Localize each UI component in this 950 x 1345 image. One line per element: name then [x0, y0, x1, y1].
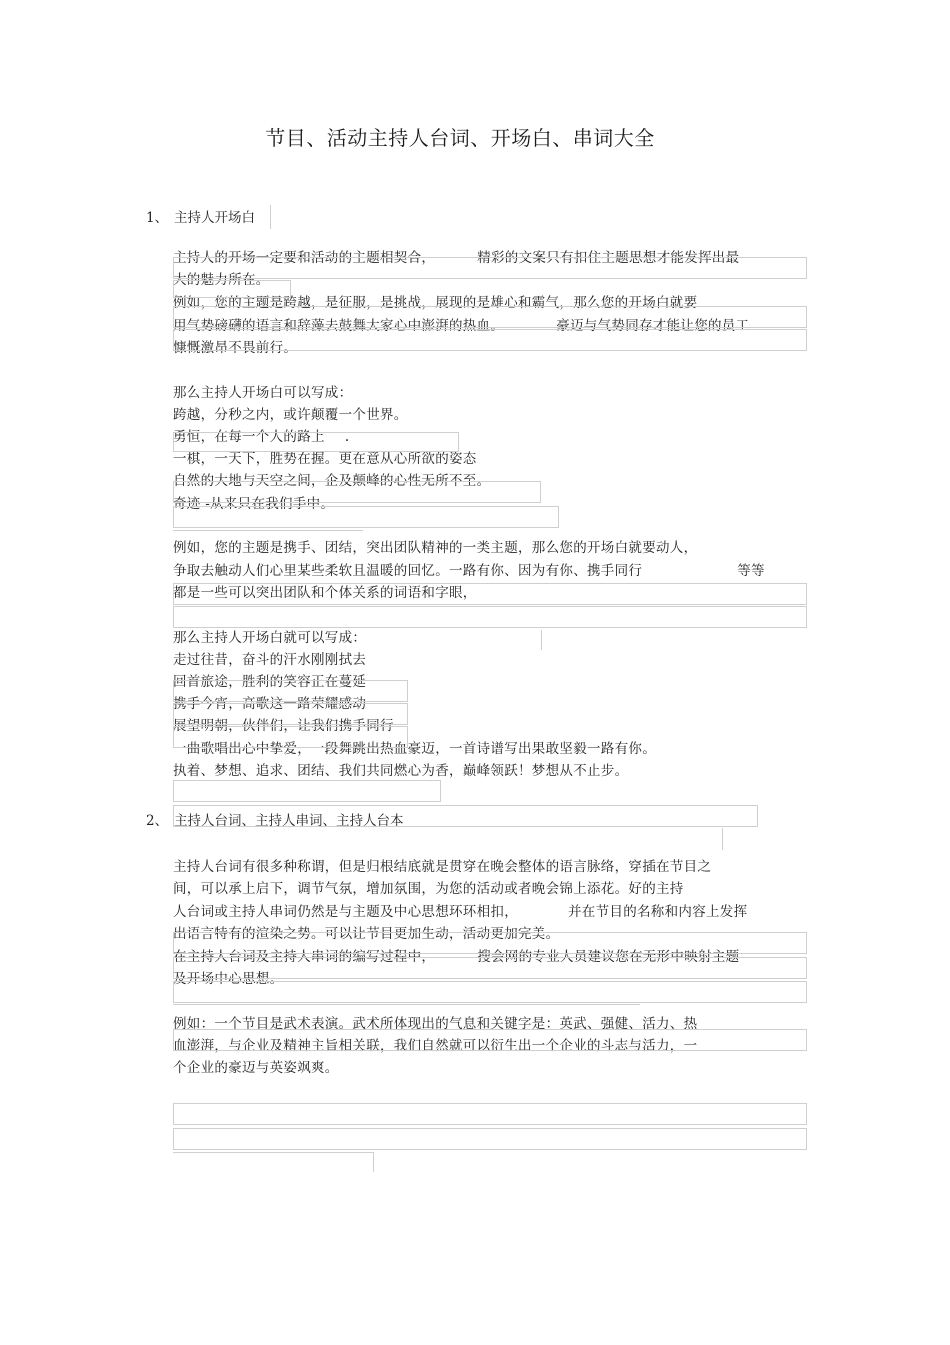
paragraph-line: 展望明朝，伙伴们，让我们携手同行 — [173, 718, 394, 734]
artifact-line — [541, 630, 542, 650]
section-number: 2、 — [146, 813, 169, 829]
paragraph-line: 例如：一个节目是武术表演。武术所体现出的气息和关键字是：英武、强健、活力、热 — [173, 1016, 698, 1032]
paragraph-line: 人台词或主持人串词仍然是与主题及中心思想环环相扣， 并在节目的名称和内容上发挥 — [173, 904, 748, 920]
paragraph-line: 奇迹 -从来只在我们手中。 — [173, 496, 335, 512]
paragraph-line: 主持人台词有很多种称谓，但是归根结底就是贯穿在晚会整体的语言脉络，穿插在节目之 — [173, 859, 712, 875]
paragraph-line: 用气势磅礴的语言和辞藻去鼓舞大家心中澎湃的热血。 豪迈与气势同存才能让您的员工 — [173, 318, 750, 334]
paragraph-line: 出语言特有的渲染之势。可以让节目更加生动，活动更加完美。 — [173, 926, 560, 942]
paragraph-line: 例如，您的主题是携手、团结，突出团队精神的一类主题，那么您的开场白就要动人， — [173, 540, 698, 556]
paragraph-line: 个企业的豪迈与英姿飒爽。 — [173, 1060, 339, 1076]
artifact-line — [173, 1152, 373, 1153]
artifact-frame — [173, 1103, 807, 1125]
paragraph-line: 自然的大地与天空之间，企及颠峰的心性无所不至。 — [173, 473, 491, 489]
artifact-line — [270, 205, 271, 229]
paragraph-line: 那么主持人开场白可以写成： — [173, 385, 353, 401]
paragraph-line: 勇恒，在每一个人的路上 . — [173, 429, 350, 445]
artifact-frame — [173, 780, 441, 802]
paragraph-line: 一曲歌唱出心中挚爱，一段舞跳出热血豪迈，一首诗谱写出果敢坚毅一路有你。 — [173, 741, 656, 757]
paragraph-line: 大的魅力所在。 — [173, 272, 270, 288]
paragraph-line: 执着、梦想、追求、团结、我们共同燃心为香，巅峰领跃！梦想从不止步。 — [173, 763, 629, 779]
section-number: 1、 — [146, 210, 169, 226]
paragraph-line: 都是一些可以突出团队和个体关系的词语和字眼， — [173, 585, 477, 601]
artifact-frame — [173, 606, 807, 628]
paragraph-line: 争取去触动人们心里某些柔软且温暖的回忆。一路有你、因为有你、携手同行 等等 — [173, 563, 765, 579]
paragraph-line: 回首旅途，胜利的笑容正在蔓延 — [173, 674, 367, 690]
paragraph-line: 一棋，一天下，胜势在握。更在意从心所欲的姿态 — [173, 451, 477, 467]
artifact-line — [173, 1004, 640, 1005]
artifact-line — [722, 828, 723, 850]
paragraph-line: 及开场中心思想。 — [173, 971, 284, 987]
paragraph-line: 主持人的开场一定要和活动的主题相契合， 精彩的文案只有扣住主题思想才能发挥出最 — [173, 250, 740, 266]
artifact-line — [173, 530, 363, 531]
page-title: 节目、活动主持人台词、开场白、串词大全 — [265, 126, 655, 150]
artifact-line — [373, 1152, 374, 1172]
section-2-heading — [146, 809, 404, 829]
paragraph-line: 携手今宵，高歌这一路荣耀感动 — [173, 696, 367, 712]
paragraph-line: 跨越，分秒之内，或许颠覆一个世界。 — [173, 407, 408, 423]
paragraph-line: 血澎湃，与企业及精神主旨相关联，我们自然就可以衍生出一个企业的斗志与活力，一 — [173, 1038, 698, 1054]
paragraph-line: 那么主持人开场白就可以写成： — [173, 630, 367, 646]
paragraph-line: 例如，您的主题是跨越，是征服，是挑战，展现的是雄心和霸气，那么您的开场白就要 — [173, 295, 698, 311]
section-title: 主持人开场白 — [174, 210, 255, 226]
artifact-frame — [173, 1128, 807, 1150]
paragraph-line: 走过往昔，奋斗的汗水刚刚拭去 — [173, 652, 367, 668]
section-1-heading — [146, 206, 255, 226]
paragraph-line: 慷慨激昂不畏前行。 — [173, 340, 298, 356]
paragraph-line: 在主持人台词及主持人串词的编写过程中， 搜会网的专业人员建议您在无形中映射主题 — [173, 949, 740, 965]
paragraph-line: 间，可以承上启下，调节气氛，增加氛围，为您的活动或者晚会锦上添花。好的主持 — [173, 881, 684, 897]
section-title: 主持人台词、主持人串词、主持人台本 — [174, 813, 404, 829]
